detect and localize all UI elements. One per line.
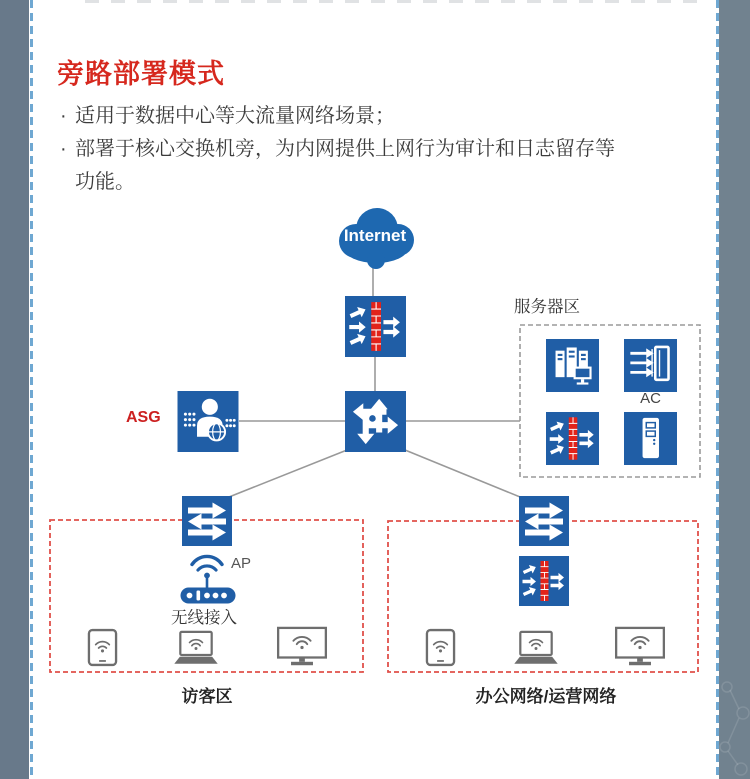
wifi-icon (185, 549, 229, 589)
guest-area-label: 访客区 (181, 687, 233, 706)
office-network-label: 办公网络/运营网络 (475, 687, 617, 706)
servers-icon (546, 339, 599, 392)
ac-label: AC (640, 390, 661, 407)
server-tower-icon (624, 412, 677, 465)
asg-device-icon (177, 391, 239, 452)
monitor-icon-office (614, 626, 666, 668)
core-switch-icon (345, 391, 406, 452)
monitor-icon-guest (276, 626, 328, 668)
ac-controller-icon (624, 339, 677, 392)
bullet-marker: · (60, 105, 67, 127)
firewall-icon-office (519, 556, 569, 606)
bullet-text: 部署于核心交换机旁，为内网提供上网行为审计和日志留存等功能。 (75, 138, 615, 193)
server-area-label: 服务器区 (514, 298, 580, 316)
tablet-icon-guest (87, 628, 118, 667)
page-title: 旁路部署模式 (57, 59, 225, 89)
firewall-icon-small (546, 412, 599, 465)
laptop-icon-guest (172, 630, 220, 667)
wireless-access-label: 无线接入 (171, 609, 237, 627)
ap-router-icon (180, 587, 236, 604)
asg-label: ASG (126, 409, 161, 426)
tablet-icon-office (425, 628, 456, 667)
laptop-icon-office (512, 630, 560, 667)
firewall-icon (345, 296, 406, 357)
ap-label: AP (231, 555, 252, 572)
access-switch-icon-office (519, 496, 569, 546)
internet-label: Internet (343, 226, 407, 245)
bullet-marker: · (60, 138, 67, 160)
access-switch-icon-guest (182, 496, 232, 546)
bullet-text: 适用于数据中心等大流量网络场景； (75, 105, 395, 127)
